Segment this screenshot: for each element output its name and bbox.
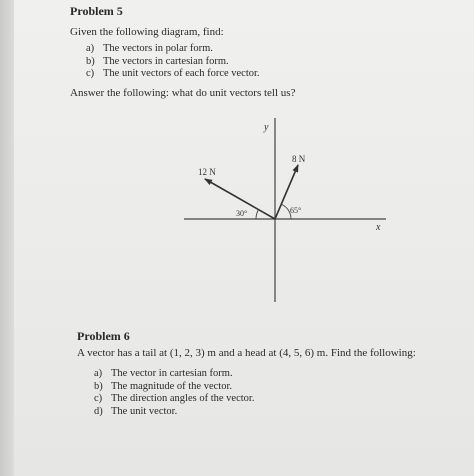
problem-5-list (86, 43, 260, 81)
page-edge (0, 0, 14, 476)
item-label: a) (86, 43, 95, 54)
list-item (94, 393, 254, 406)
problem-5-question: Answer the following: what do unit vectors tell us? (70, 87, 296, 99)
angle-arc-30 (256, 210, 259, 220)
item-text: The unit vectors of each force vector. (103, 68, 260, 79)
angle-label-65: 65° (290, 206, 302, 215)
problem-6-list (94, 368, 254, 418)
list-item (86, 68, 260, 81)
item-text: The direction angles of the vector. (111, 393, 255, 404)
y-axis-label: y (264, 122, 269, 133)
item-label: c) (94, 393, 103, 404)
list-item (86, 43, 260, 56)
problem-6-intro: A vector has a tail at (1, 2, 3) m and a head at (4, 5, 6) m. Find the following: (77, 347, 416, 359)
item-text: The vector in cartesian form. (111, 368, 233, 379)
item-label: a) (94, 368, 103, 379)
problem-6-title: Problem 6 (77, 329, 130, 343)
list-item (94, 406, 254, 419)
list-item (86, 56, 260, 69)
problem-5-intro: Given the following diagram, find: (70, 26, 224, 38)
item-label: d) (94, 405, 103, 417)
item-label: c) (86, 68, 95, 79)
item-label: b) (94, 380, 103, 392)
item-text: The unit vector. (111, 405, 178, 417)
vector-12n-label: 12 N (198, 167, 216, 177)
force-diagram (170, 112, 400, 306)
list-item (94, 368, 254, 381)
item-text: The vectors in cartesian form. (103, 55, 229, 67)
problem-5-title: Problem 5 (70, 4, 123, 18)
item-label: b) (86, 55, 95, 67)
list-item (94, 381, 254, 394)
x-axis-label: x (376, 222, 381, 233)
angle-label-30: 30° (236, 209, 248, 218)
vector-8n-label: 8 N (292, 154, 306, 164)
item-text: The magnitude of the vector. (111, 380, 233, 392)
item-text: The vectors in polar form. (103, 43, 213, 54)
